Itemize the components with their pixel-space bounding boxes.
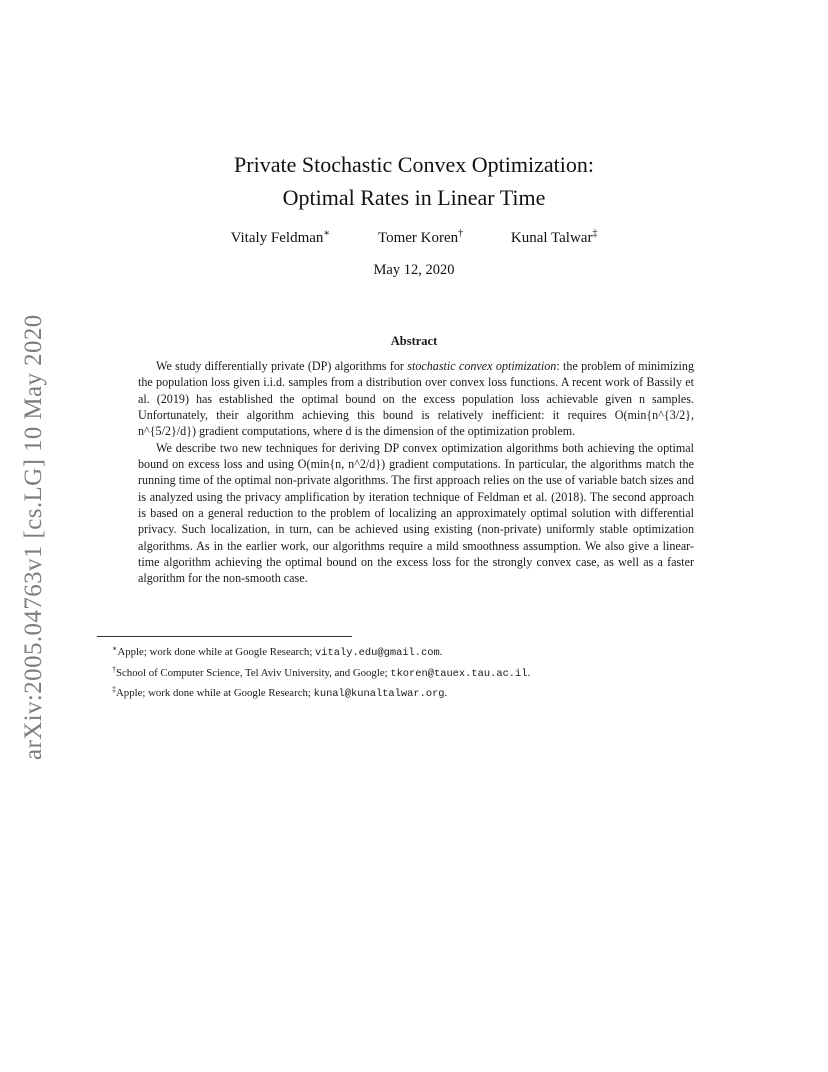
footnotes — [112, 641, 712, 703]
abstract-paragraph-2: We describe two new techniques for deriving DP convex optimization algorithms both achieving the optimal bound on excess loss and using O(min{n, n^2/d}) gradient computations. In particular, the algorithms match the running time of the optimal non-private algorithms. The first approach relies on the use of variable batch sizes and is analyzed using the privacy amplification by iteration technique of Feldman et al. (2018). The second approach is based on a general reduction to the problem of localizing an approximately optimal solution with differential privacy. Such localization, in turn, can be achieved using existing (non-private) uniformly stable optimization algorithms. As in the earlier work, our algorithms require a mild smoothness assumption. We also give a linear-time algorithm achieving the optimal bound on the excess loss for the strongly convex case, as well as a faster algorithm for the non-smooth case. — [138, 440, 694, 586]
footnote-3: ‡Apple; work done while at Google Research; kunal@kunaltalwar.org. — [112, 685, 448, 700]
paper-date: May 12, 2020 — [373, 262, 455, 278]
footnote-2: †School of Computer Science, Tel Aviv University, and Google; tkoren@tauex.tau.ac.il. — [112, 664, 531, 680]
email-link[interactable]: tkoren@tauex.tau.ac.il — [390, 667, 528, 680]
email-link[interactable]: vitaly.edu@gmail.com — [315, 647, 440, 659]
author-koren: Tomer Koren† — [377, 228, 464, 246]
footnote-1: ∗Apple; work done while at Google Research; vitaly.edu@gmail.com. — [112, 644, 443, 659]
author-footnote-mark: † — [458, 228, 464, 239]
author-feldman: Vitaly Feldman∗ — [230, 228, 331, 246]
arxiv-identifier-stamp: arXiv:2005.04763v1 [cs.LG] 10 May 2020 — [20, 314, 47, 760]
paper-title — [0, 148, 828, 214]
author-footnote-mark: ‡ — [592, 228, 598, 239]
abstract-body — [138, 358, 694, 587]
abstract-heading: Abstract — [390, 334, 438, 348]
title-line-2: Optimal Rates in Linear Time — [282, 185, 546, 210]
abstract-paragraph-1: We study differentially private (DP) algorithms for stochastic convex optimization: the problem of minimizing the population loss given i.i.d. samples from a distribution over convex loss functions. A recent work of Bassily et al. (2019) has established the optimal bound on the excess population loss achievable given n samples. Unfortunately, their algorithm achieving this bound is relatively inefficient: it requires O(min{n^{3/2}, n^{5/2}/d}) gradient computations, where d is the dimension of the optimization problem. — [138, 359, 694, 439]
footnote-divider — [97, 636, 352, 637]
email-link[interactable]: kunal@kunaltalwar.org — [313, 688, 445, 700]
author-talwar: Kunal Talwar‡ — [510, 228, 598, 246]
author-footnote-mark: ∗ — [323, 228, 331, 239]
title-line-1: Private Stochastic Convex Optimization: — [234, 152, 594, 177]
author-list — [0, 228, 828, 247]
